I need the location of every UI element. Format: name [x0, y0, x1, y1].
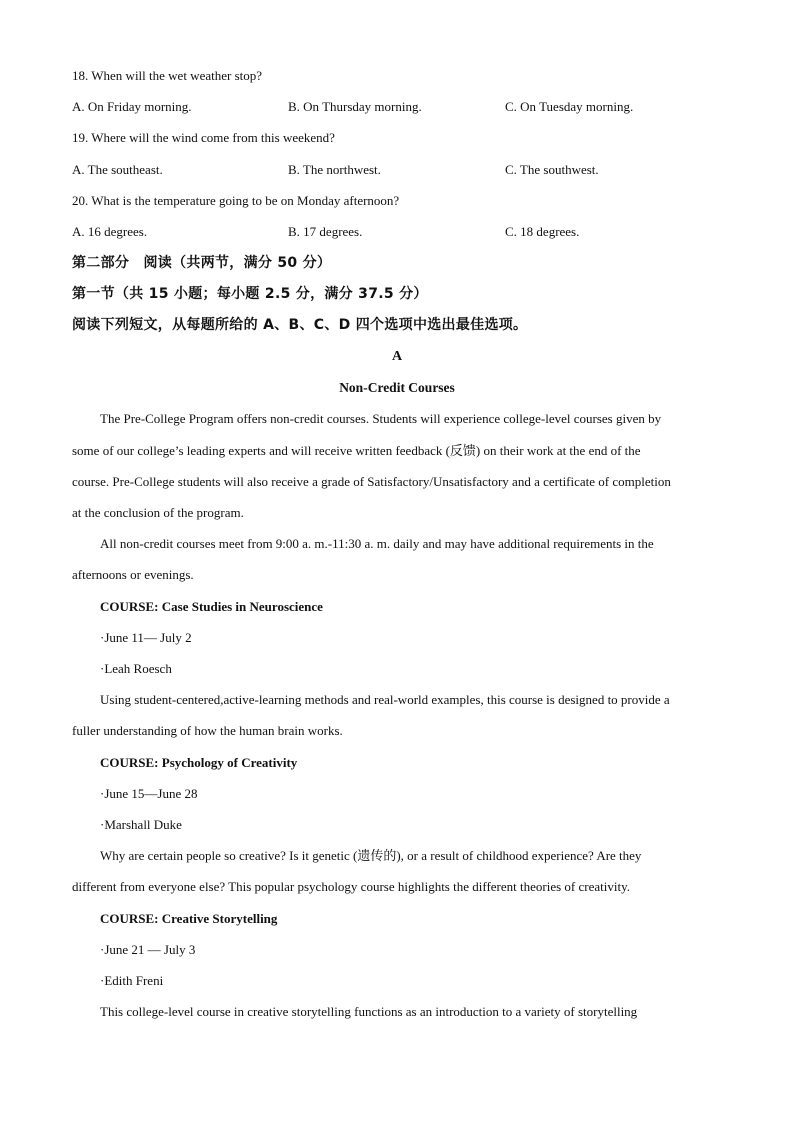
course-instructor-neuroscience: ·Leah Roesch: [100, 661, 172, 676]
passage-letter: A: [391, 349, 403, 364]
course-dates-creativity: ·June 15—June 28: [100, 786, 198, 801]
course-heading-creativity: COURSE: Psychology of Creativity: [100, 755, 298, 770]
intro-line-3: course. Pre-College students will also receive a grade of Satisfactory/Unsatisfactory and a certificate of completion: [72, 474, 671, 489]
section-heading-section1: 第一节（共 15 小题；每小题 2.5 分，满分 37.5 分）: [72, 286, 428, 302]
passage-title: Non-Credit Courses: [339, 380, 455, 395]
intro-line-1: The Pre-College Program offers non-credit courses. Students will experience college-level courses given by: [100, 411, 662, 426]
question-19-option-a: A. The southeast.: [72, 162, 163, 177]
question-19-option-c: C. The southwest.: [505, 162, 599, 177]
question-18: 18. When will the wet weather stop?: [72, 68, 263, 83]
schedule-line-1: All non-credit courses meet from 9:00 a. m.-11:30 a. m. daily and may have additional requirements in the: [100, 536, 654, 551]
course-desc-creativity-line-2: different from everyone else? This popular psychology course highlights the different theories of creativity.: [72, 879, 630, 894]
section-heading-part2: 第二部分 阅读（共两节，满分 50 分）: [72, 255, 332, 271]
course-instructor-storytelling: ·Edith Freni: [100, 973, 164, 988]
course-instructor-creativity: ·Marshall Duke: [100, 817, 182, 832]
question-18-option-a: A. On Friday morning.: [72, 99, 192, 114]
schedule-line-2: afternoons or evenings.: [72, 567, 194, 582]
question-20-option-c: C. 18 degrees.: [505, 224, 580, 239]
section-instruction: 阅读下列短文，从每题所给的 A、B、C、D 四个选项中选出最佳选项。: [72, 317, 528, 333]
intro-line-2: some of our college’s leading experts and will receive written feedback (反馈) on their work at the end of the: [72, 443, 641, 458]
question-19-option-b: B. The northwest.: [288, 162, 381, 177]
course-dates-neuroscience: ·June 11— July 2: [100, 630, 192, 645]
course-dates-storytelling: ·June 21 — July 3: [100, 942, 196, 957]
course-desc-neuroscience-line-2: fuller understanding of how the human brain works.: [72, 723, 343, 738]
course-desc-storytelling-line-1: This college-level course in creative storytelling functions as an introduction to a variety of storytelling: [100, 1004, 638, 1019]
question-20: 20. What is the temperature going to be on Monday afternoon?: [72, 193, 400, 208]
question-18-option-b: B. On Thursday morning.: [288, 99, 422, 114]
course-desc-neuroscience-line-1: Using student-centered,active-learning methods and real-world examples, this course is designed to provide a: [100, 692, 670, 707]
question-19: 19. Where will the wind come from this weekend?: [72, 130, 335, 145]
course-heading-storytelling: COURSE: Creative Storytelling: [100, 911, 278, 926]
course-desc-creativity-line-1: Why are certain people so creative? Is it genetic (遗传的), or a result of childhood experience? Are they: [100, 848, 642, 863]
course-heading-neuroscience: COURSE: Case Studies in Neuroscience: [100, 599, 323, 614]
question-18-option-c: C. On Tuesday morning.: [505, 99, 634, 114]
question-20-option-b: B. 17 degrees.: [288, 224, 363, 239]
intro-line-4: at the conclusion of the program.: [72, 505, 244, 520]
question-20-option-a: A. 16 degrees.: [72, 224, 148, 239]
